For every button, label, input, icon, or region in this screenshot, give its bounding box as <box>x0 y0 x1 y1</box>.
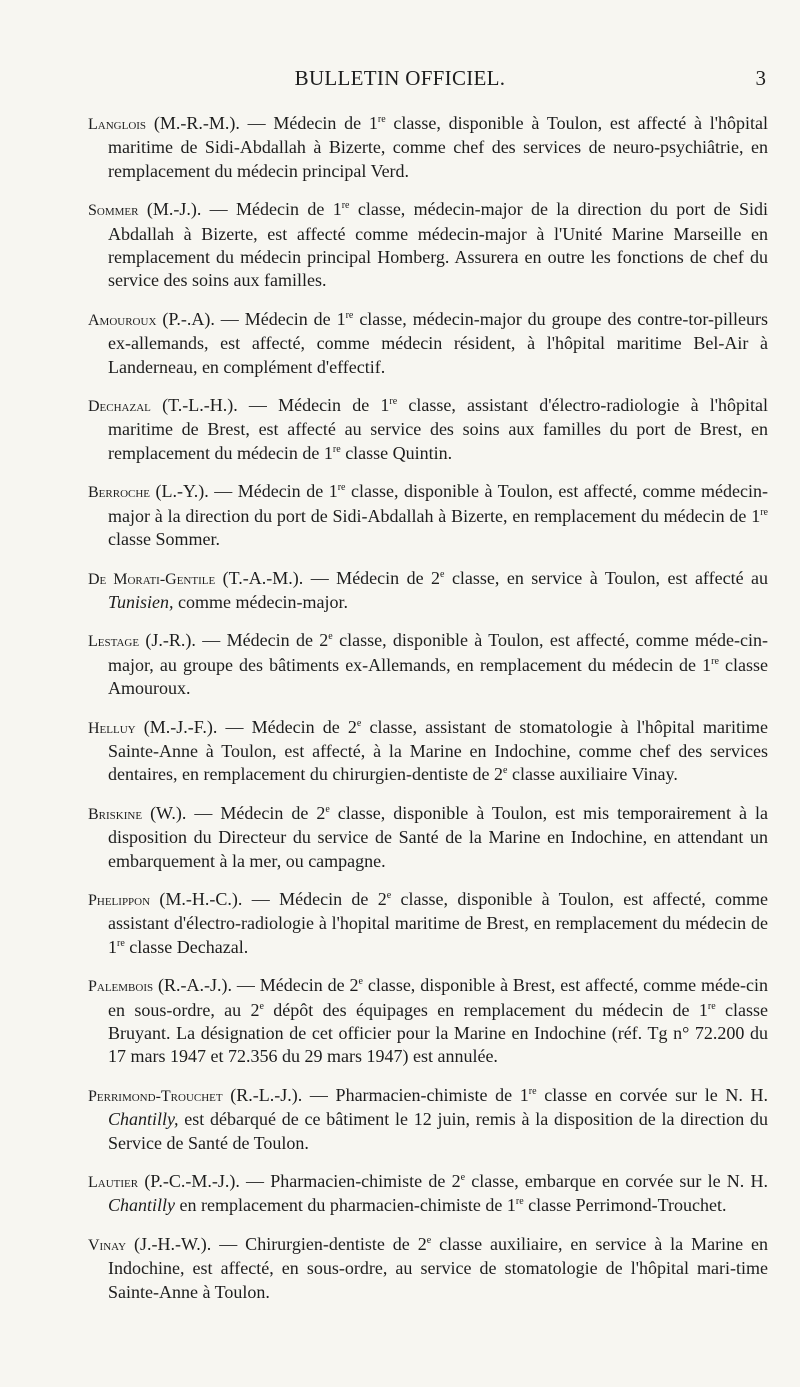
entry-lestage <box>88 629 768 700</box>
rank-number: 2 <box>451 1171 461 1192</box>
officer-name: Briskine <box>88 805 143 823</box>
entry-text: — Médecin de <box>232 975 350 996</box>
rank-number: 1 <box>380 395 390 416</box>
officer-name: Sommer <box>88 202 139 220</box>
rank-number: 2 <box>494 764 504 785</box>
ship-name: Chantilly <box>108 1195 175 1216</box>
rank-number: 1 <box>519 1084 529 1105</box>
page-header <box>0 66 800 96</box>
officer-name: Vinay <box>88 1236 127 1254</box>
entry-text: classe Dechazal. <box>124 936 249 957</box>
rank-suffix: re <box>707 1000 716 1012</box>
rank-number: 2 <box>250 999 260 1020</box>
rank-suffix: e <box>386 889 392 901</box>
entry-text: classe Quintin. <box>340 442 453 463</box>
rank-suffix: re <box>389 396 398 408</box>
officer-initials: (W.). <box>150 802 187 823</box>
officer-initials: (M.-J.). <box>146 199 202 220</box>
officer-name: Phelippon <box>88 891 151 909</box>
entry-text: classe auxiliaire Vinay. <box>507 764 678 785</box>
entry-text: classe, disponible à Toulon, est affecté, comme méde-cin-major, au groupe des bâtiments ex-Allemands, en remplacement du médecin de <box>108 630 769 675</box>
entry-text: dépôt des équipages en remplacement du médecin de <box>263 999 699 1020</box>
rank-suffix: e <box>328 631 333 643</box>
entry-text: classe, disponible à Toulon, est affecté, comme assistant d'électro-radiologie à l'hopital maritime de Brest, en remplacement du médecin de <box>108 888 769 934</box>
officer-name: Amouroux <box>88 311 157 329</box>
entry-text: — Médecin de <box>217 716 348 737</box>
rank-suffix: e <box>440 568 445 580</box>
entry-text: classe, disponible à Toulon, est affecté à l'hôpital maritime de Sidi-Abdallah à Bizerte, comme chef des services de neuro-psychiâtrie, en remplacement du médecin principal Verd. <box>108 113 768 181</box>
rank-number: 2 <box>417 1233 427 1254</box>
rank-number: 2 <box>349 975 359 996</box>
officer-name: Dechazal <box>88 398 151 416</box>
officer-initials: (M.-H.-C.). <box>159 888 243 909</box>
entry-text: classe, assistant d'électro-radiologie à l'hôpital maritime de Brest, est affecté au service des soins aux familles du port de Brest, en remplacement du médecin de <box>108 395 768 463</box>
rank-suffix: e <box>356 717 362 729</box>
entry-text: classe, médecin-major du groupe des contre-tor-pilleurs ex-allemands, est affecté, comme médecin résident, à l'hôpital maritime Bel-Air à Landerneau, en complément d'effectif. <box>108 308 769 377</box>
entry-text: — Médecin de <box>186 802 317 823</box>
entry-text: en remplacement du pharmacien-chimiste de <box>175 1195 507 1216</box>
entry-text: classe, assistant de stomatologie à l'hôpital maritime Sainte-Anne à Toulon, est affecté, à la Marine en Indochine, comme chef des services dentaires, en remplacement du chirurgien-dentiste de <box>108 716 769 785</box>
rank-number: 1 <box>108 936 117 957</box>
rank-number: 2 <box>377 888 387 909</box>
rank-suffix: e <box>325 803 330 815</box>
rank-suffix: re <box>332 443 341 455</box>
entry-text: — Médecin de <box>303 567 432 588</box>
rank-number: 2 <box>319 630 329 651</box>
rank-number: 2 <box>316 802 326 823</box>
rank-number: 2 <box>431 567 441 588</box>
entry-text: classe Perrimond-Trouchet. <box>523 1195 727 1216</box>
entry-lautier <box>88 1170 768 1218</box>
entry-amouroux <box>88 308 768 379</box>
rank-number: 1 <box>702 654 712 675</box>
entry-text: est débarqué de ce bâtiment le 12 juin, remis à la disposition de la direction du Service de Santé de Toulon. <box>108 1109 768 1153</box>
rank-suffix: re <box>117 937 125 949</box>
page-number: 3 <box>755 66 766 90</box>
rank-suffix: re <box>711 655 719 667</box>
entry-text: classe, disponible à Toulon, est affecté, comme médecin-major à la direction du port de Sidi-Abdallah à Bizerte, en remplacement du médecin de <box>108 481 769 526</box>
officer-initials: (T.-A.-M.). <box>222 567 304 588</box>
rank-number: 1 <box>323 442 333 463</box>
entry-text: — Pharmacien-chimiste de <box>239 1171 452 1192</box>
officer-initials: (P.-.A). <box>162 308 215 329</box>
rank-suffix: re <box>760 506 768 518</box>
officer-initials: (R.-A.-J.). <box>158 975 233 996</box>
rank-suffix: e <box>426 1234 432 1246</box>
officer-initials: (J.-H.-W.). <box>133 1233 212 1254</box>
entry-text: — Médecin de <box>208 481 329 502</box>
officer-initials: (J.-R.). <box>145 630 196 651</box>
rank-number: 1 <box>332 199 342 220</box>
appointments-list <box>88 112 768 1319</box>
rank-number: 2 <box>347 716 357 737</box>
officer-name: Lautier <box>88 1174 139 1192</box>
bulletin-title: BULLETIN OFFICIEL. <box>294 66 506 90</box>
rank-number: 1 <box>368 113 378 133</box>
entry-vinay <box>88 1233 768 1304</box>
officer-name: Langlois <box>88 116 147 133</box>
officer-name: Perrimond-Trouchet <box>88 1087 223 1105</box>
entry-text: classe en corvée sur le N. H. <box>536 1084 769 1105</box>
entry-text: comme médecin-major. <box>173 591 348 612</box>
entry-langlois <box>88 112 768 183</box>
entry-text: classe auxiliaire, en service à la Marine en Indochine, est affecté, en sous-ordre, au service de stomatologie de l'hôpital mari-time Sainte-Anne à Toulon. <box>108 1233 768 1302</box>
rank-number: 1 <box>506 1195 516 1216</box>
entry-text: — Pharmacien-chimiste de <box>302 1084 520 1105</box>
entry-text: — Médecin de <box>239 113 369 133</box>
rank-suffix: e <box>503 765 508 777</box>
rank-suffix: re <box>377 114 386 125</box>
officer-initials: (R.-L.-J.). <box>230 1084 303 1105</box>
rank-suffix: re <box>341 200 350 212</box>
officer-name: Palembois <box>88 978 154 996</box>
entry-perrimond-trouchet <box>88 1084 768 1155</box>
officer-initials: (M.-R.-M.). <box>153 113 240 133</box>
entry-text: classe, embarque en corvée sur le N. H. <box>465 1171 768 1192</box>
officer-initials: (P.-C.-M.-J.). <box>144 1171 240 1192</box>
officer-initials: (L.-Y.). <box>155 481 209 502</box>
rank-suffix: re <box>345 309 354 321</box>
officer-name: De Morati-Gentile <box>88 570 216 588</box>
rank-suffix: e <box>358 976 363 988</box>
entry-text: classe, disponible à Toulon, est mis temporairement à la disposition du Directeur du service de Santé de la Marine en Indochine, en attendant un embarquement à la mer, ou campagne. <box>108 802 769 871</box>
rank-suffix: re <box>528 1085 537 1097</box>
entry-text: classe Amouroux. <box>108 654 768 699</box>
entry-briskine <box>88 802 768 873</box>
entry-berroche <box>88 480 768 551</box>
entry-text: classe Sommer. <box>108 529 220 550</box>
officer-name: Helluy <box>88 719 136 737</box>
rank-suffix: re <box>337 482 346 494</box>
rank-number: 1 <box>336 308 346 329</box>
entry-text: classe, disponible à Brest, est affecté, comme méde-cin en sous-ordre, au <box>108 975 769 1020</box>
rank-suffix: re <box>515 1196 524 1208</box>
entry-text: — Médecin de <box>201 199 333 220</box>
officer-name: Berroche <box>88 484 151 502</box>
entry-text: — Médecin de <box>242 888 378 909</box>
officer-name: Lestage <box>88 633 140 651</box>
ship-name: Chantilly, <box>108 1109 179 1130</box>
officer-initials: (M.-J.-F.). <box>143 716 218 737</box>
entry-phelippon <box>88 888 768 959</box>
entry-text: classe, en service à Toulon, est affecté au <box>444 567 768 588</box>
rank-number: 1 <box>328 481 338 502</box>
ship-name: Tunisien, <box>108 591 174 612</box>
rank-suffix: e <box>460 1172 466 1184</box>
rank-suffix: e <box>259 1000 264 1012</box>
entry-text: classe Bruyant. La désignation de cet officier pour la Marine en Indochine (réf. Tg n° 72.200 du 17 mars 1947 et 72.356 du 29 mars 1947) est annulée. <box>108 999 768 1067</box>
entry-text: — Médecin de <box>237 395 381 416</box>
entry-palembois <box>88 974 768 1069</box>
entry-text: classe, médecin-major de la direction du port de Sidi Abdallah à Bizerte, est affecté comme médecin-major à l'Unité Marine Marseille en remplacement du médecin principal Homberg. Assurera en outre les fonctions de chef du service des soins aux familles. <box>108 199 769 291</box>
entry-sommer <box>88 198 768 293</box>
entry-de-morati-gentile <box>88 567 768 615</box>
entry-text: — Médecin de <box>214 308 337 329</box>
entry-dechazal <box>88 394 768 465</box>
entry-helluy <box>88 716 768 787</box>
entry-text: — Chirurgien-dentiste de <box>211 1233 418 1254</box>
rank-number: 1 <box>698 999 708 1020</box>
entry-text: — Médecin de <box>195 630 320 651</box>
rank-number: 1 <box>751 505 761 526</box>
officer-initials: (T.-L.-H.). <box>162 395 238 416</box>
